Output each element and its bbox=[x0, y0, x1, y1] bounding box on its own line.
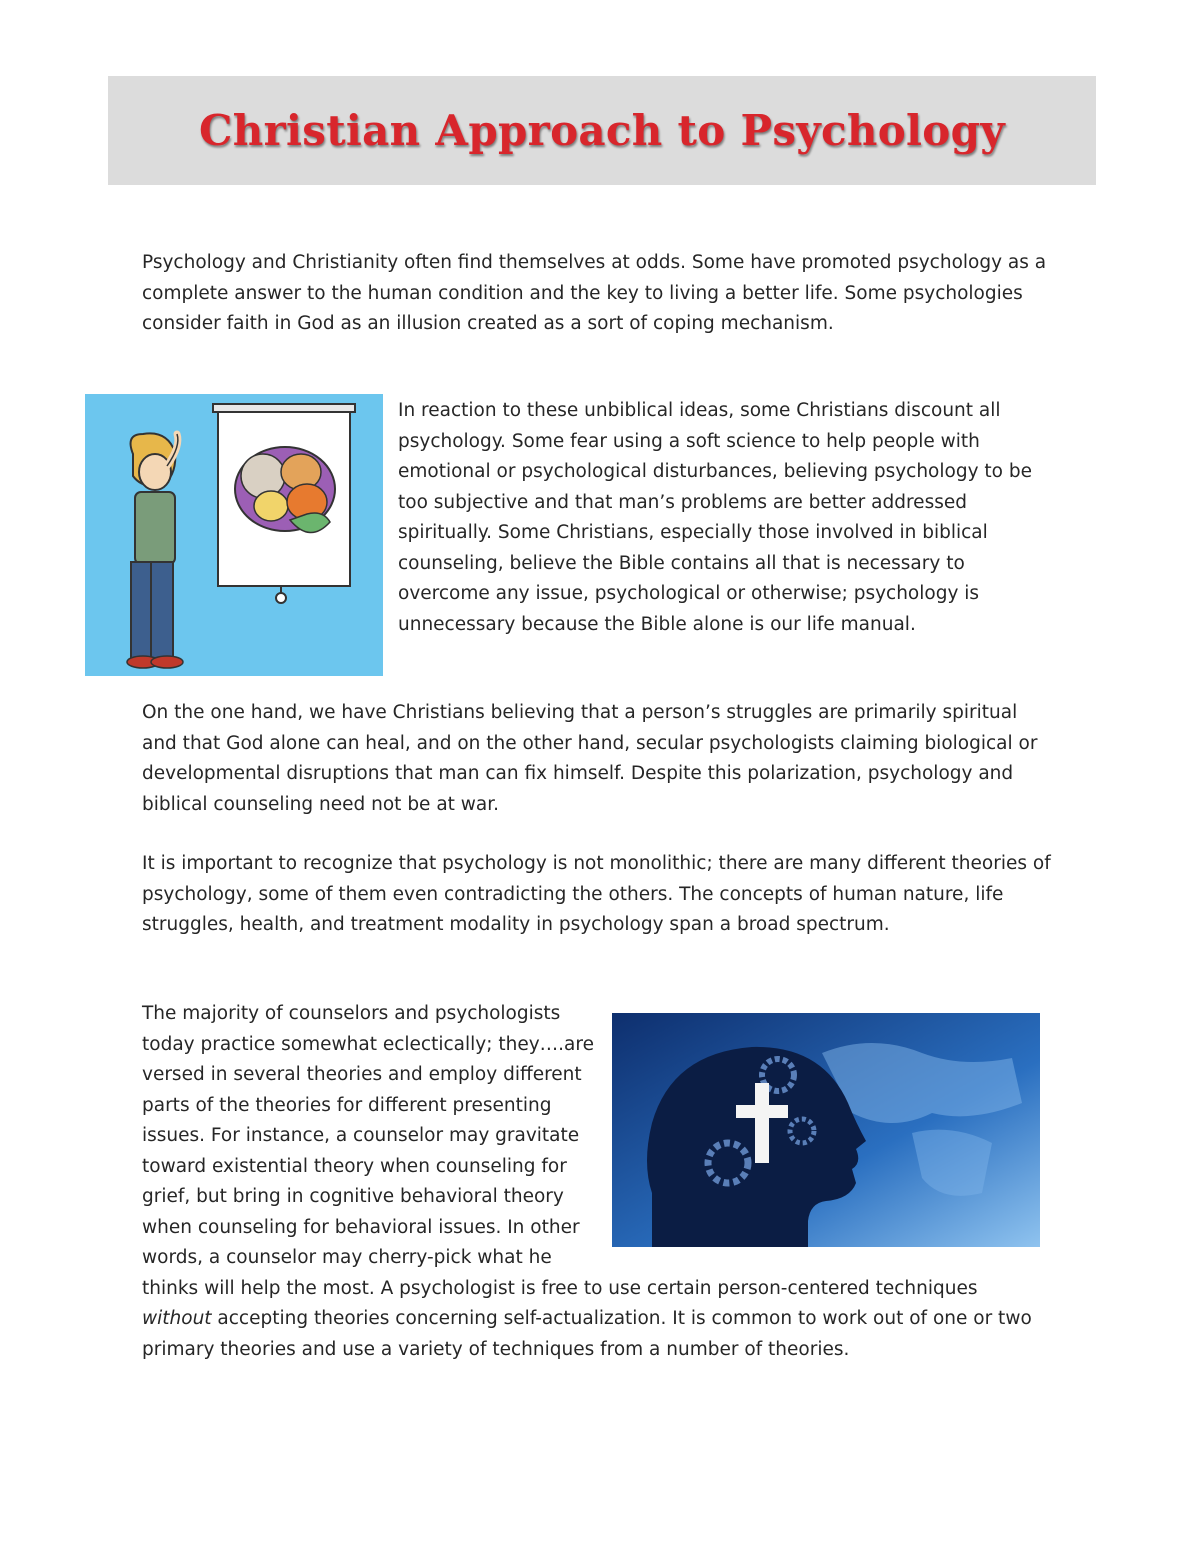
paragraph-text: accepting theories concerning self-actualization. It is common to work out of one or two primary theories and use a variety of techniques from a number of theories. bbox=[142, 1308, 1032, 1360]
cartoon-boy-chart-image bbox=[85, 394, 383, 676]
paragraph-polarization bbox=[142, 698, 1052, 820]
paragraph-reaction bbox=[398, 396, 1058, 640]
head-silhouette-cross-image bbox=[612, 1013, 1040, 1247]
emphasis-text: without bbox=[142, 1308, 212, 1329]
paragraph-text: It is important to recognize that psychology is not monolithic; there are many different theories of psychology, some of them even contradicting the others. The concepts of human nature, life struggles, health, and treatment modality in psychology span a broad spectrum. bbox=[142, 853, 1051, 935]
title-banner bbox=[108, 76, 1096, 185]
paragraph-theories bbox=[142, 849, 1052, 941]
paragraph-text: The majority of counselors and psychologists today practice somewhat eclectically; they….are versed in several theories and employ different parts of the theories for different presenting issues. For instance, a counselor may gravitate toward existential theory when counseling for grief, but bring in cognitive behavioral theory when counseling for behavioral issues. In other words, a counselor may cherry-pick what he thinks will help the most. A psychologist is free to use certain person-centered techniques bbox=[142, 1003, 978, 1299]
page-title: Christian Approach to Psychology bbox=[199, 106, 1005, 155]
paragraph-text: Psychology and Christianity often find themselves at odds. Some have promoted psychology as a complete answer to the human condition and the key to living a better life. Some psychologies consider faith in God as an illusion created as a sort of coping mechanism. bbox=[142, 252, 1047, 334]
paragraph-intro bbox=[142, 248, 1052, 340]
paragraph-text: On the one hand, we have Christians believing that a person’s struggles are primarily spiritual and that God alone can heal, and on the other hand, secular psychologists claiming biological or developmental disruptions that man can fix himself. Despite this polarization, psychology and biblical counseling need not be at war. bbox=[142, 702, 1038, 815]
paragraph-text: In reaction to these unbiblical ideas, some Christians discount all psychology. Some fear using a soft science to help people with emotional or psychological disturbances, believing psychology to be too subjective and that man’s problems are better addressed spiritually. Some Christians, especially those involved in biblical counseling, believe the Bible contains all that is necessary to overcome any issue, psychological or otherwise; psychology is unnecessary because the Bible alone is our life manual. bbox=[398, 400, 1032, 635]
paragraph-eclectic bbox=[142, 999, 1052, 1365]
